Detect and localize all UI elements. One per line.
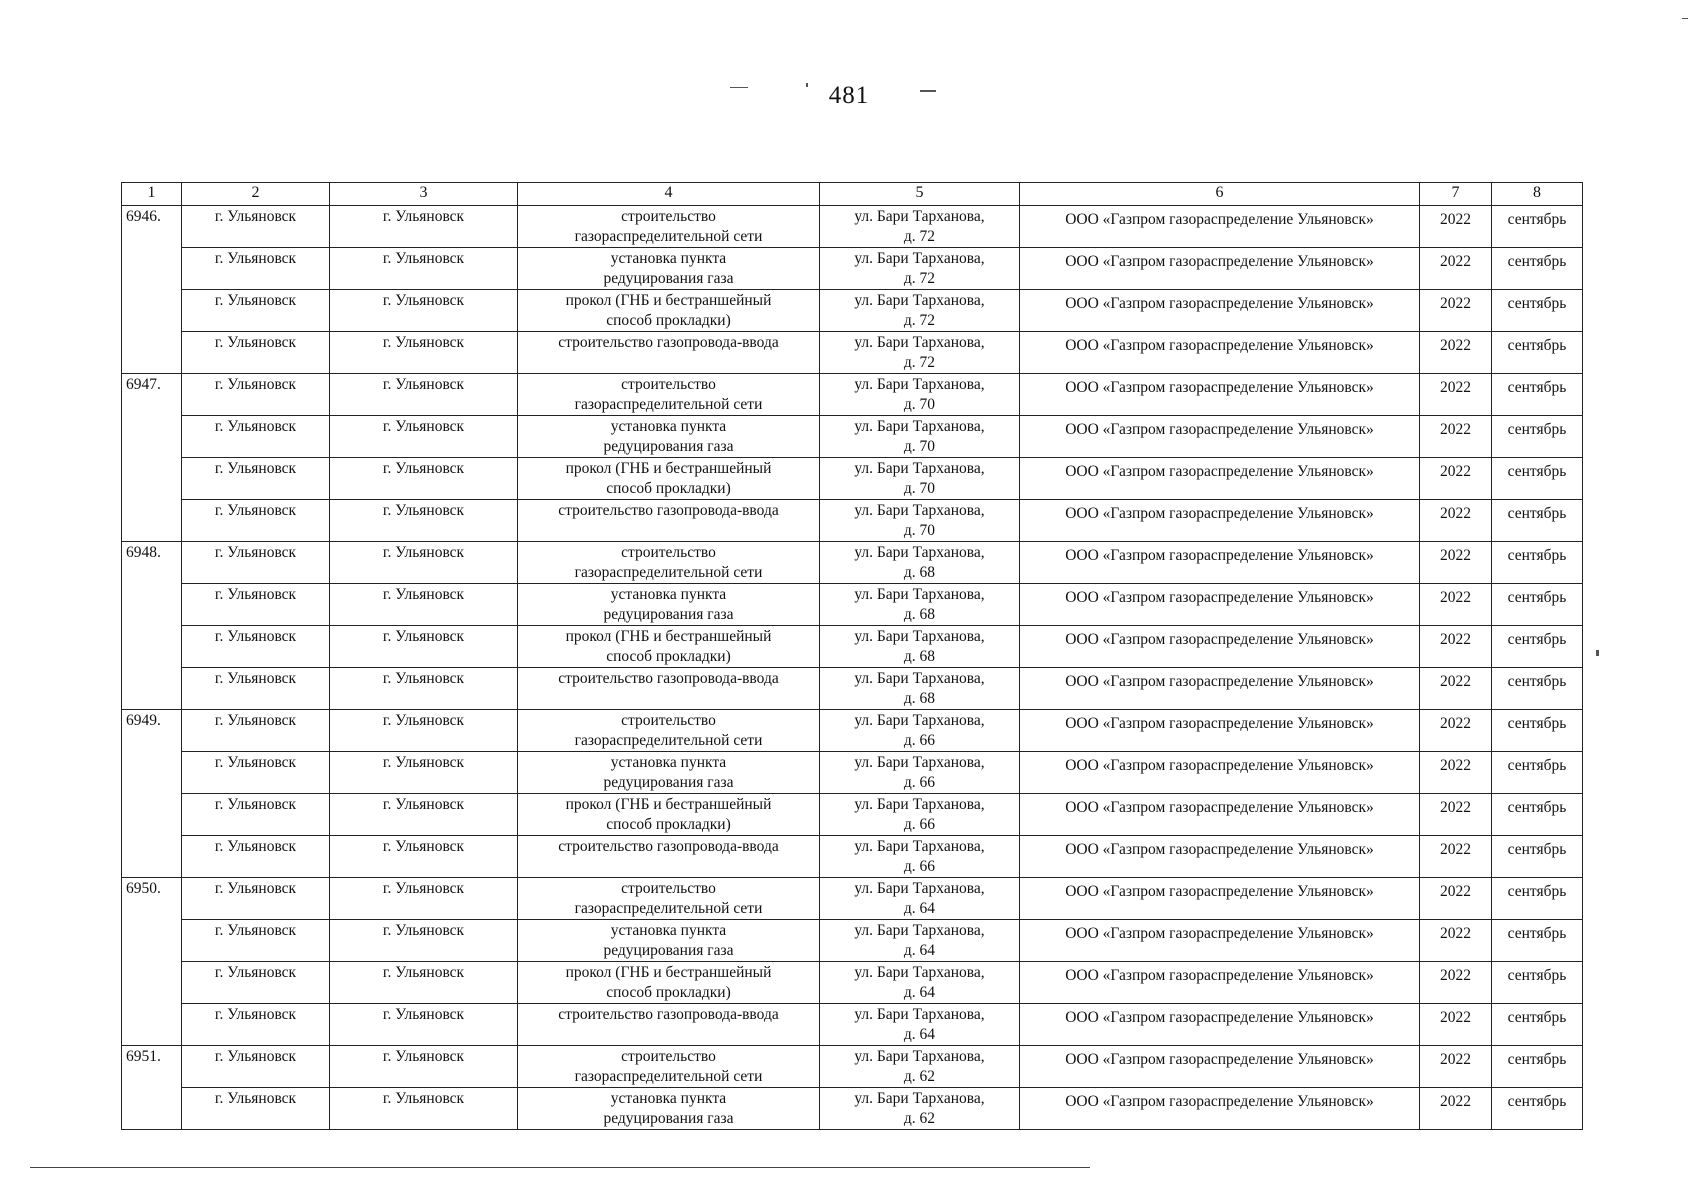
work-type-line: установка пункта xyxy=(610,418,727,435)
settlement-cell: г. Ульяновск xyxy=(330,458,518,500)
address-line: ул. Бари Тарханова, xyxy=(854,1090,985,1107)
column-number-cell: 2 xyxy=(182,183,330,206)
organization-cell: ООО «Газпром газораспределение Ульяновск» xyxy=(1020,206,1420,248)
month-cell: сентябрь xyxy=(1492,710,1583,752)
address-line: ул. Бари Тарханова, xyxy=(854,922,985,939)
work-type-line: строительство xyxy=(621,376,716,393)
address-cell xyxy=(820,962,1020,1004)
locality-cell: г. Ульяновск xyxy=(182,374,330,416)
work-type-line: установка пункта xyxy=(610,922,727,939)
locality-cell: г. Ульяновск xyxy=(182,920,330,962)
entry-number-cell: 6947. xyxy=(122,374,182,416)
work-type-line: способ прокладки) xyxy=(606,312,731,329)
work-type-line: способ прокладки) xyxy=(606,480,731,497)
year-cell: 2022 xyxy=(1420,332,1492,374)
entry-number-cell xyxy=(122,626,182,668)
address-line: д. 72 xyxy=(903,270,936,287)
address-line: ул. Бари Тарханова, xyxy=(854,208,985,225)
address-line: д. 66 xyxy=(903,774,936,791)
table-row xyxy=(122,752,1583,794)
entry-number-cell xyxy=(122,752,182,794)
work-type-line: установка пункта xyxy=(610,586,727,603)
settlement-cell: г. Ульяновск xyxy=(330,542,518,584)
locality-cell: г. Ульяновск xyxy=(182,836,330,878)
register-body xyxy=(122,183,1583,1130)
address-line: д. 70 xyxy=(903,438,936,455)
work-type-line: строительство xyxy=(621,1048,716,1065)
column-number-cell: 7 xyxy=(1420,183,1492,206)
locality-cell: г. Ульяновск xyxy=(182,542,330,584)
address-line: д. 68 xyxy=(903,564,936,581)
month-cell: сентябрь xyxy=(1492,542,1583,584)
address-cell xyxy=(820,1088,1020,1130)
organization-cell: ООО «Газпром газораспределение Ульяновск» xyxy=(1020,752,1420,794)
address-cell xyxy=(820,668,1020,710)
table-row xyxy=(122,794,1583,836)
address-line: д. 64 xyxy=(903,984,936,1001)
address-line: д. 62 xyxy=(903,1110,936,1127)
table-row xyxy=(122,626,1583,668)
month-cell: сентябрь xyxy=(1492,416,1583,458)
work-type-line: газораспределительной сети xyxy=(574,900,763,917)
locality-cell: г. Ульяновск xyxy=(182,1046,330,1088)
work-type-cell xyxy=(518,920,820,962)
work-type-cell xyxy=(518,290,820,332)
table-row xyxy=(122,668,1583,710)
year-cell: 2022 xyxy=(1420,626,1492,668)
year-cell: 2022 xyxy=(1420,248,1492,290)
year-cell: 2022 xyxy=(1420,962,1492,1004)
table-row xyxy=(122,962,1583,1004)
year-cell: 2022 xyxy=(1420,920,1492,962)
settlement-cell: г. Ульяновск xyxy=(330,500,518,542)
year-cell: 2022 xyxy=(1420,458,1492,500)
year-cell: 2022 xyxy=(1420,374,1492,416)
address-cell xyxy=(820,920,1020,962)
work-type-line: строительство xyxy=(621,544,716,561)
settlement-cell: г. Ульяновск xyxy=(330,206,518,248)
address-line: ул. Бари Тарханова, xyxy=(854,502,985,519)
scan-speck xyxy=(1682,18,1688,19)
table-row xyxy=(122,248,1583,290)
work-type-cell xyxy=(518,878,820,920)
work-type-cell xyxy=(518,374,820,416)
entry-number-cell xyxy=(122,1004,182,1046)
address-cell xyxy=(820,416,1020,458)
bottom-scan-line xyxy=(30,1167,1090,1168)
year-cell: 2022 xyxy=(1420,1088,1492,1130)
locality-cell: г. Ульяновск xyxy=(182,878,330,920)
address-line: ул. Бари Тарханова, xyxy=(854,586,985,603)
address-cell xyxy=(820,752,1020,794)
address-line: ул. Бари Тарханова, xyxy=(854,376,985,393)
work-type-line: газораспределительной сети xyxy=(574,228,763,245)
work-type-cell xyxy=(518,584,820,626)
month-cell: сентябрь xyxy=(1492,878,1583,920)
address-line: д. 66 xyxy=(903,858,936,875)
entry-number-cell xyxy=(122,500,182,542)
column-number-cell: 3 xyxy=(330,183,518,206)
work-type-line: способ прокладки) xyxy=(606,816,731,833)
organization-cell: ООО «Газпром газораспределение Ульяновск» xyxy=(1020,878,1420,920)
address-line: ул. Бари Тарханова, xyxy=(854,880,985,897)
table-row xyxy=(122,920,1583,962)
page-number: 481 xyxy=(828,82,870,109)
organization-cell: ООО «Газпром газораспределение Ульяновск» xyxy=(1020,1088,1420,1130)
table-row xyxy=(122,836,1583,878)
entry-number-cell xyxy=(122,332,182,374)
locality-cell: г. Ульяновск xyxy=(182,290,330,332)
address-cell xyxy=(820,836,1020,878)
month-cell: сентябрь xyxy=(1492,1046,1583,1088)
month-cell: сентябрь xyxy=(1492,1088,1583,1130)
month-cell: сентябрь xyxy=(1492,668,1583,710)
scan-speck xyxy=(806,83,808,87)
locality-cell: г. Ульяновск xyxy=(182,458,330,500)
address-cell xyxy=(820,878,1020,920)
work-type-line: строительство газопровода-ввода xyxy=(558,670,779,687)
address-cell xyxy=(820,374,1020,416)
work-type-line: газораспределительной сети xyxy=(574,732,763,749)
address-line: ул. Бари Тарханова, xyxy=(854,670,985,687)
table-row xyxy=(122,332,1583,374)
address-line: ул. Бари Тарханова, xyxy=(854,334,985,351)
locality-cell: г. Ульяновск xyxy=(182,752,330,794)
work-type-line: редуцирования газа xyxy=(603,606,734,623)
address-cell xyxy=(820,290,1020,332)
month-cell: сентябрь xyxy=(1492,458,1583,500)
settlement-cell: г. Ульяновск xyxy=(330,248,518,290)
year-cell: 2022 xyxy=(1420,500,1492,542)
address-line: ул. Бари Тарханова, xyxy=(854,460,985,477)
year-cell: 2022 xyxy=(1420,878,1492,920)
address-line: ул. Бари Тарханова, xyxy=(854,712,985,729)
address-line: д. 70 xyxy=(903,480,936,497)
column-number-cell: 1 xyxy=(122,183,182,206)
work-type-line: газораспределительной сети xyxy=(574,1068,763,1085)
work-type-line: строительство газопровода-ввода xyxy=(558,838,779,855)
organization-cell: ООО «Газпром газораспределение Ульяновск» xyxy=(1020,500,1420,542)
work-type-line: редуцирования газа xyxy=(603,438,734,455)
work-type-line: редуцирования газа xyxy=(603,270,734,287)
month-cell: сентябрь xyxy=(1492,584,1583,626)
organization-cell: ООО «Газпром газораспределение Ульяновск» xyxy=(1020,1004,1420,1046)
column-number-row xyxy=(122,183,1583,206)
organization-cell: ООО «Газпром газораспределение Ульяновск» xyxy=(1020,794,1420,836)
locality-cell: г. Ульяновск xyxy=(182,332,330,374)
organization-cell: ООО «Газпром газораспределение Ульяновск» xyxy=(1020,458,1420,500)
entry-number-cell: 6951. xyxy=(122,1046,182,1088)
month-cell: сентябрь xyxy=(1492,374,1583,416)
organization-cell: ООО «Газпром газораспределение Ульяновск» xyxy=(1020,1046,1420,1088)
settlement-cell: г. Ульяновск xyxy=(330,1088,518,1130)
settlement-cell: г. Ульяновск xyxy=(330,1004,518,1046)
organization-cell: ООО «Газпром газораспределение Ульяновск» xyxy=(1020,962,1420,1004)
year-cell: 2022 xyxy=(1420,206,1492,248)
entry-number-cell xyxy=(122,836,182,878)
year-cell: 2022 xyxy=(1420,794,1492,836)
address-line: д. 72 xyxy=(903,312,936,329)
address-cell xyxy=(820,206,1020,248)
address-cell xyxy=(820,794,1020,836)
year-cell: 2022 xyxy=(1420,668,1492,710)
organization-cell: ООО «Газпром газораспределение Ульяновск» xyxy=(1020,584,1420,626)
scan-speck xyxy=(920,90,936,92)
work-type-line: редуцирования газа xyxy=(603,1110,734,1127)
work-type-line: прокол (ГНБ и бестраншейный xyxy=(565,460,772,477)
work-type-line: установка пункта xyxy=(610,1090,727,1107)
table-row xyxy=(122,458,1583,500)
settlement-cell: г. Ульяновск xyxy=(330,794,518,836)
organization-cell: ООО «Газпром газораспределение Ульяновск» xyxy=(1020,920,1420,962)
year-cell: 2022 xyxy=(1420,1046,1492,1088)
organization-cell: ООО «Газпром газораспределение Ульяновск» xyxy=(1020,332,1420,374)
work-type-line: способ прокладки) xyxy=(606,648,731,665)
work-type-line: строительство xyxy=(621,208,716,225)
address-line: д. 70 xyxy=(903,522,936,539)
table-row xyxy=(122,584,1583,626)
work-type-line: редуцирования газа xyxy=(603,942,734,959)
year-cell: 2022 xyxy=(1420,710,1492,752)
work-type-line: строительство xyxy=(621,712,716,729)
work-type-cell xyxy=(518,500,820,542)
table-row xyxy=(122,290,1583,332)
work-type-cell xyxy=(518,794,820,836)
month-cell: сентябрь xyxy=(1492,752,1583,794)
settlement-cell: г. Ульяновск xyxy=(330,836,518,878)
address-line: д. 64 xyxy=(903,1026,936,1043)
address-line: д. 68 xyxy=(903,606,936,623)
table-row xyxy=(122,416,1583,458)
address-cell xyxy=(820,710,1020,752)
locality-cell: г. Ульяновск xyxy=(182,626,330,668)
entry-number-cell xyxy=(122,794,182,836)
year-cell: 2022 xyxy=(1420,1004,1492,1046)
address-line: д. 72 xyxy=(903,354,936,371)
table-row xyxy=(122,1046,1583,1088)
year-cell: 2022 xyxy=(1420,416,1492,458)
address-line: ул. Бари Тарханова, xyxy=(854,250,985,267)
work-type-line: способ прокладки) xyxy=(606,984,731,1001)
address-line: д. 64 xyxy=(903,942,936,959)
work-type-cell xyxy=(518,836,820,878)
month-cell: сентябрь xyxy=(1492,1004,1583,1046)
entry-number-cell xyxy=(122,584,182,626)
work-type-cell xyxy=(518,332,820,374)
address-line: ул. Бари Тарханова, xyxy=(854,796,985,813)
entry-number-cell xyxy=(122,668,182,710)
year-cell: 2022 xyxy=(1420,584,1492,626)
work-type-cell xyxy=(518,458,820,500)
work-type-line: редуцирования газа xyxy=(603,774,734,791)
entry-number-cell xyxy=(122,458,182,500)
month-cell: сентябрь xyxy=(1492,920,1583,962)
column-number-cell: 4 xyxy=(518,183,820,206)
table-row xyxy=(122,1004,1583,1046)
address-cell xyxy=(820,458,1020,500)
address-line: д. 68 xyxy=(903,690,936,707)
address-line: ул. Бари Тарханова, xyxy=(854,964,985,981)
address-line: ул. Бари Тарханова, xyxy=(854,754,985,771)
table-row xyxy=(122,500,1583,542)
organization-cell: ООО «Газпром газораспределение Ульяновск» xyxy=(1020,374,1420,416)
locality-cell: г. Ульяновск xyxy=(182,584,330,626)
work-type-cell xyxy=(518,626,820,668)
work-type-line: прокол (ГНБ и бестраншейный xyxy=(565,292,772,309)
work-type-line: прокол (ГНБ и бестраншейный xyxy=(565,796,772,813)
locality-cell: г. Ульяновск xyxy=(182,1004,330,1046)
address-cell xyxy=(820,626,1020,668)
settlement-cell: г. Ульяновск xyxy=(330,878,518,920)
address-line: ул. Бари Тарханова, xyxy=(854,418,985,435)
entry-number-cell xyxy=(122,290,182,332)
work-type-line: газораспределительной сети xyxy=(574,564,763,581)
column-number-cell: 6 xyxy=(1020,183,1420,206)
work-type-line: строительство xyxy=(621,880,716,897)
organization-cell: ООО «Газпром газораспределение Ульяновск» xyxy=(1020,710,1420,752)
table-row xyxy=(122,542,1583,584)
settlement-cell: г. Ульяновск xyxy=(330,626,518,668)
organization-cell: ООО «Газпром газораспределение Ульяновск» xyxy=(1020,416,1420,458)
table-row xyxy=(122,374,1583,416)
address-cell xyxy=(820,584,1020,626)
month-cell: сентябрь xyxy=(1492,626,1583,668)
month-cell: сентябрь xyxy=(1492,290,1583,332)
work-type-cell xyxy=(518,1004,820,1046)
settlement-cell: г. Ульяновск xyxy=(330,584,518,626)
address-line: ул. Бари Тарханова, xyxy=(854,1006,985,1023)
entry-number-cell: 6949. xyxy=(122,710,182,752)
address-line: д. 62 xyxy=(903,1068,936,1085)
work-type-cell xyxy=(518,668,820,710)
month-cell: сентябрь xyxy=(1492,794,1583,836)
organization-cell: ООО «Газпром газораспределение Ульяновск» xyxy=(1020,542,1420,584)
address-line: ул. Бари Тарханова, xyxy=(854,292,985,309)
work-type-line: установка пункта xyxy=(610,250,727,267)
organization-cell: ООО «Газпром газораспределение Ульяновск» xyxy=(1020,248,1420,290)
address-line: д. 64 xyxy=(903,900,936,917)
settlement-cell: г. Ульяновск xyxy=(330,332,518,374)
work-type-line: строительство газопровода-ввода xyxy=(558,1006,779,1023)
address-line: д. 66 xyxy=(903,732,936,749)
address-cell xyxy=(820,248,1020,290)
address-cell xyxy=(820,1046,1020,1088)
work-type-cell xyxy=(518,710,820,752)
work-type-cell xyxy=(518,962,820,1004)
month-cell: сентябрь xyxy=(1492,836,1583,878)
address-cell xyxy=(820,500,1020,542)
table-row xyxy=(122,710,1583,752)
locality-cell: г. Ульяновск xyxy=(182,500,330,542)
month-cell: сентябрь xyxy=(1492,332,1583,374)
address-line: ул. Бари Тарханова, xyxy=(854,544,985,561)
settlement-cell: г. Ульяновск xyxy=(330,374,518,416)
table-row xyxy=(122,1088,1583,1130)
scan-speck xyxy=(730,87,748,88)
table-row xyxy=(122,206,1583,248)
organization-cell: ООО «Газпром газораспределение Ульяновск» xyxy=(1020,668,1420,710)
column-number-cell: 8 xyxy=(1492,183,1583,206)
year-cell: 2022 xyxy=(1420,542,1492,584)
entry-number-cell xyxy=(122,1088,182,1130)
address-line: ул. Бари Тарханова, xyxy=(854,1048,985,1065)
year-cell: 2022 xyxy=(1420,290,1492,332)
settlement-cell: г. Ульяновск xyxy=(330,290,518,332)
locality-cell: г. Ульяновск xyxy=(182,962,330,1004)
address-cell xyxy=(820,332,1020,374)
work-type-cell xyxy=(518,206,820,248)
address-cell xyxy=(820,1004,1020,1046)
settlement-cell: г. Ульяновск xyxy=(330,962,518,1004)
organization-cell: ООО «Газпром газораспределение Ульяновск» xyxy=(1020,290,1420,332)
work-type-line: прокол (ГНБ и бестраншейный xyxy=(565,628,772,645)
settlement-cell: г. Ульяновск xyxy=(330,1046,518,1088)
work-type-cell xyxy=(518,752,820,794)
settlement-cell: г. Ульяновск xyxy=(330,416,518,458)
address-cell xyxy=(820,542,1020,584)
work-type-cell xyxy=(518,416,820,458)
entry-number-cell: 6950. xyxy=(122,878,182,920)
work-type-line: газораспределительной сети xyxy=(574,396,763,413)
organization-cell: ООО «Газпром газораспределение Ульяновск» xyxy=(1020,836,1420,878)
year-cell: 2022 xyxy=(1420,836,1492,878)
entry-number-cell xyxy=(122,962,182,1004)
locality-cell: г. Ульяновск xyxy=(182,248,330,290)
column-number-cell: 5 xyxy=(820,183,1020,206)
address-line: д. 70 xyxy=(903,396,936,413)
address-line: д. 66 xyxy=(903,816,936,833)
locality-cell: г. Ульяновск xyxy=(182,416,330,458)
address-line: ул. Бари Тарханова, xyxy=(854,838,985,855)
work-type-cell xyxy=(518,248,820,290)
settlement-cell: г. Ульяновск xyxy=(330,752,518,794)
month-cell: сентябрь xyxy=(1492,206,1583,248)
entry-number-cell: 6948. xyxy=(122,542,182,584)
work-type-line: строительство газопровода-ввода xyxy=(558,502,779,519)
locality-cell: г. Ульяновск xyxy=(182,794,330,836)
work-type-cell xyxy=(518,1088,820,1130)
work-type-line: строительство газопровода-ввода xyxy=(558,334,779,351)
month-cell: сентябрь xyxy=(1492,248,1583,290)
work-type-line: установка пункта xyxy=(610,754,727,771)
register-table xyxy=(121,182,1583,1130)
entry-number-cell xyxy=(122,416,182,458)
year-cell: 2022 xyxy=(1420,752,1492,794)
locality-cell: г. Ульяновск xyxy=(182,710,330,752)
table-row xyxy=(122,878,1583,920)
month-cell: сентябрь xyxy=(1492,962,1583,1004)
address-line: ул. Бари Тарханова, xyxy=(854,628,985,645)
work-type-cell xyxy=(518,542,820,584)
address-line: д. 72 xyxy=(903,228,936,245)
entry-number-cell xyxy=(122,248,182,290)
locality-cell: г. Ульяновск xyxy=(182,668,330,710)
entry-number-cell xyxy=(122,920,182,962)
address-line: д. 68 xyxy=(903,648,936,665)
work-type-line: прокол (ГНБ и бестраншейный xyxy=(565,964,772,981)
locality-cell: г. Ульяновск xyxy=(182,1088,330,1130)
scan-speck xyxy=(1596,650,1599,656)
work-type-cell xyxy=(518,1046,820,1088)
settlement-cell: г. Ульяновск xyxy=(330,668,518,710)
settlement-cell: г. Ульяновск xyxy=(330,920,518,962)
locality-cell: г. Ульяновск xyxy=(182,206,330,248)
month-cell: сентябрь xyxy=(1492,500,1583,542)
entry-number-cell: 6946. xyxy=(122,206,182,248)
settlement-cell: г. Ульяновск xyxy=(330,710,518,752)
organization-cell: ООО «Газпром газораспределение Ульяновск» xyxy=(1020,626,1420,668)
